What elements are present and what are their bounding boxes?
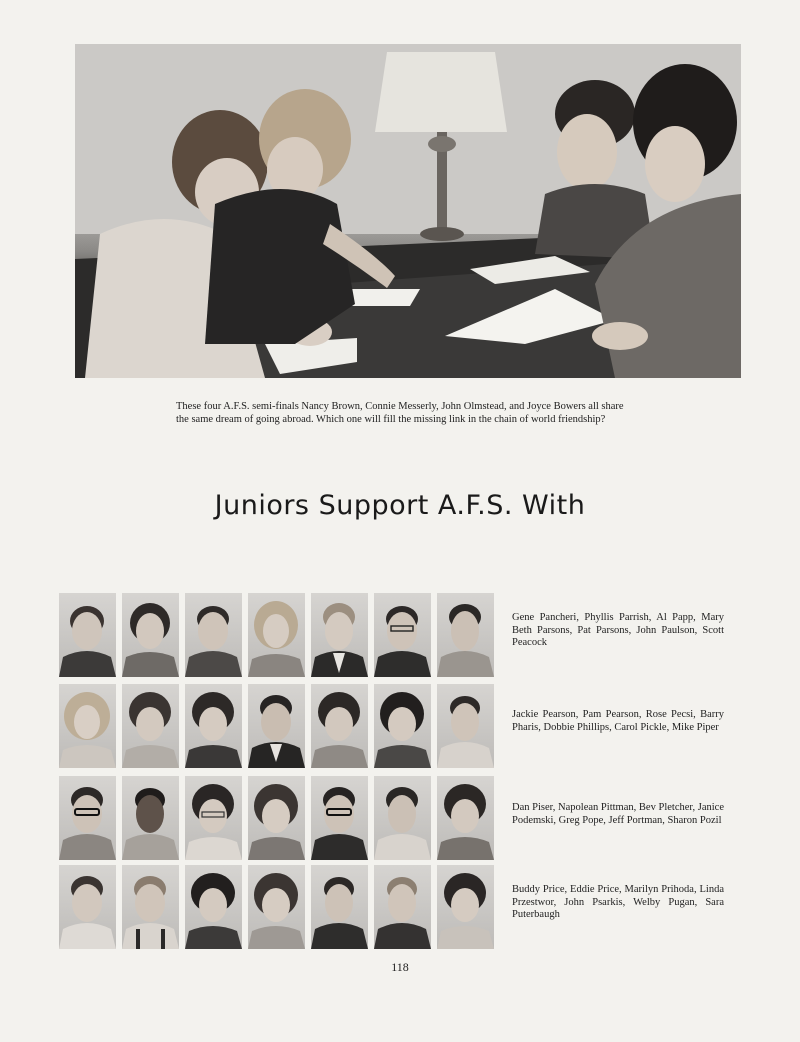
student-portrait: [311, 593, 368, 677]
student-portrait: [374, 684, 431, 768]
photo-caption: These four A.F.S. semi-finals Nancy Brown, Connie Messerly, John Olmstead, and Joyce Bowers all share the same dream of going abroad. Which one will fill the missing link in the chain of world friendship?: [176, 401, 624, 425]
student-portrait: [122, 684, 179, 768]
student-portrait: [185, 593, 242, 677]
row-1-names: Gene Pancheri, Phyllis Parrish, Al Papp, Mary Beth Parsons, Pat Parsons, John Paulson, Scott Peacock: [512, 612, 724, 648]
student-portrait: [59, 684, 116, 768]
student-portrait: [311, 776, 368, 860]
page-headline: Juniors Support A.F.S. With: [214, 490, 586, 521]
student-portrait: [311, 865, 368, 949]
student-portrait: [248, 593, 305, 677]
student-portrait: [185, 776, 242, 860]
student-portrait: [122, 593, 179, 677]
student-portrait: [374, 776, 431, 860]
student-portrait: [437, 593, 494, 677]
student-portrait: [248, 865, 305, 949]
student-portrait: [185, 865, 242, 949]
student-portrait: [59, 865, 116, 949]
student-portrait: [59, 776, 116, 860]
student-portrait: [374, 593, 431, 677]
student-portrait: [248, 684, 305, 768]
group-photo: [75, 44, 741, 378]
student-portrait: [311, 684, 368, 768]
row-4-names: Buddy Price, Eddie Price, Marilyn Prihoda, Linda Przestwor, John Psarkis, Welby Pugan, Sara Puterbaugh: [512, 884, 724, 920]
student-portrait: [437, 776, 494, 860]
student-portrait: [59, 593, 116, 677]
page-number: 118: [391, 960, 409, 974]
row-2-names: Jackie Pearson, Pam Pearson, Rose Pecsi, Barry Pharis, Dobbie Phillips, Carol Pickle, Mike Piper: [512, 709, 724, 733]
student-portrait: [122, 865, 179, 949]
row-3-names: Dan Piser, Napolean Pittman, Bev Pletcher, Janice Podemski, Greg Pope, Jeff Portman, Sharon Pozil: [512, 802, 724, 826]
student-portrait: [248, 776, 305, 860]
student-portrait: [374, 865, 431, 949]
student-portrait: [437, 865, 494, 949]
student-portrait: [437, 684, 494, 768]
student-portrait: [185, 684, 242, 768]
student-portrait: [122, 776, 179, 860]
